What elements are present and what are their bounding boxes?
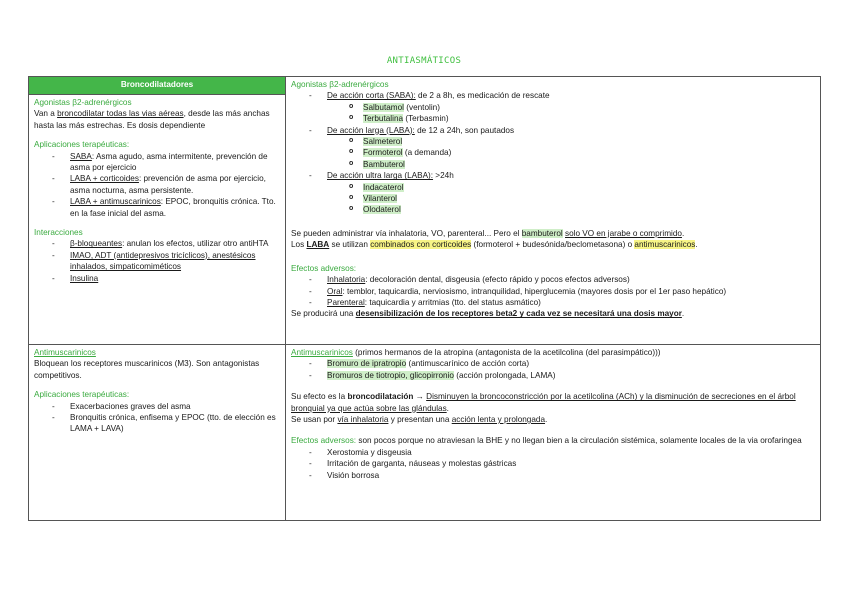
list-item: - Xerostomia y disgeusia bbox=[309, 447, 815, 458]
aplicaciones-list bbox=[34, 151, 280, 219]
antimus-app-title: Aplicaciones terapéuticas: bbox=[34, 390, 130, 400]
agonistas-desc: Van a broncodilatar todas las vias aéreas, desde las más anchas hasta las más estrechas. Es dosis dependiente bbox=[34, 109, 270, 130]
acting-groups bbox=[291, 90, 815, 215]
list-item: - β-bloqueantes: anulan los efectos, utilizar otro antiHTA bbox=[52, 238, 280, 249]
content-table bbox=[28, 76, 821, 521]
list-item: - Insulina bbox=[52, 273, 280, 284]
cell-agonistas-detail bbox=[286, 77, 821, 345]
section-title-agonistas-left: Agonistas β2-adrenérgicos bbox=[34, 98, 132, 107]
adverse-item: - Inhalatoria: decoloración dental, disgeusia (efecto rápido y pocos efectos adversos) bbox=[309, 274, 815, 285]
cell-agonistas-summary bbox=[29, 95, 286, 345]
group-ultra-laba: - De acción ultra larga (LABA): >24h o Indacaterol o Vilanterol o Olodaterol bbox=[309, 170, 815, 216]
list-item: - IMAO, ADT (antidepresivos tricíclicos), anestésicos inhalados, simpaticomiméticos bbox=[52, 250, 280, 273]
adverse-item: - Parenteral: taquicardia y arritmias (tto. del status asmático) bbox=[309, 297, 815, 308]
antimus-effect: Su efecto es la broncodilatación → Disminuyen la broncoconstricción por la acetilcolina (ACh) y la disminución de secreciones en el árbol bronquial ya que actúa sobre las glándulas. bbox=[291, 392, 796, 413]
group-laba: - De acción larga (LABA): de 12 a 24h, son pautados o Salmeterol o Formoterol (a demanda) o Bambuterol bbox=[309, 125, 815, 171]
adverse-title: Efectos adversos: bbox=[291, 263, 357, 273]
interacciones-list bbox=[34, 238, 280, 284]
list-item: - Visión borrosa bbox=[309, 470, 815, 481]
antimus-adverse-list bbox=[291, 447, 815, 481]
list-item: - LABA + antimuscarinicos: EPOC, bronquitis crónica. Tto. en la fase inicial del asma. bbox=[52, 196, 280, 219]
drug-item: - Bromuros de tiotropio, glicopirronio (acción prolongada, LAMA) bbox=[309, 370, 815, 381]
antimus-heading: Antimuscarinicos (primos hermanos de la atropina (antagonista de la acetilcolina (del parasimpático))) bbox=[291, 348, 661, 357]
list-item: - LABA + corticoides: prevención de asma por ejercicio, asma nocturna, asma persistente. bbox=[52, 173, 280, 196]
drug-item: o Terbutalina (Terbasmin) bbox=[349, 113, 815, 124]
aplicaciones-title: Aplicaciones terapéuticas: bbox=[34, 140, 130, 150]
section-title-antimus-left: Antimuscarinicos bbox=[34, 348, 96, 357]
cell-antimus-summary bbox=[29, 345, 286, 521]
adverse-list bbox=[291, 274, 815, 308]
antimus-drug-list bbox=[291, 358, 815, 381]
antimus-use: Se usan por vía inhalatoria y presentan una acción lenta y prolongada. bbox=[291, 415, 548, 425]
group-saba: - De acción corta (SABA): de 2 a 8h, es medicación de rescate o Salbutamol (ventolin) o Terbutalina (Terbasmin) bbox=[309, 90, 815, 124]
section-title-agonistas: Agonistas β2-adrenérgicos bbox=[291, 80, 389, 89]
drug-item: - Bromuro de ipratropio (antimuscarínico de acción corta) bbox=[309, 358, 815, 369]
drug-item: o Salbutamol (ventolin) bbox=[349, 102, 815, 113]
adverse-item: - Oral: temblor, taquicardia, nerviosismo, intranquilidad, hiperglucemia (mayores dosis por el 1er paso hepático) bbox=[309, 286, 815, 297]
list-item: - Irritación de garganta, náuseas y molestas gástricas bbox=[309, 458, 815, 469]
list-item: - SABA: Asma agudo, asma intermitente, prevención de asma por ejercicio bbox=[52, 151, 280, 174]
drug-item: o Vilanterol bbox=[349, 193, 815, 204]
page-title: ANTIASMÁTICOS bbox=[386, 56, 462, 66]
antimus-app-list bbox=[34, 401, 280, 435]
drug-item: o Formoterol (a demanda) bbox=[349, 147, 815, 158]
header-broncodilatadores: Broncodilatadores bbox=[29, 77, 286, 95]
drug-item: o Olodaterol bbox=[349, 204, 815, 215]
drug-item: o Indacaterol bbox=[349, 182, 815, 193]
antimus-desc: Bloquean los receptores muscarinicos (M3). Son antagonistas competitivos. bbox=[34, 359, 260, 380]
antimus-adverse: Efectos adversos: son pocos porque no atraviesan la BHE y no llegan bien a la circulación sistémica, solamente locales de la via orofaringea bbox=[291, 436, 802, 446]
admin-text-1: Se pueden administrar vía inhalatoria, VO, parenteral... Pero el bambuterol solo VO en jarabe o comprimido. bbox=[291, 228, 685, 238]
drug-item: o Bambuterol bbox=[349, 159, 815, 170]
desensitization-text: Se producirá una desensibilización de los receptores beta2 y cada vez se necesitará una dosis mayor. bbox=[291, 309, 685, 319]
list-item: - Bronquitis crónica, enfisema y EPOC (tto. de elección es LAMA + LAVA) bbox=[52, 412, 280, 435]
drug-item: o Salmeterol bbox=[349, 136, 815, 147]
cell-antimus-detail bbox=[286, 345, 821, 521]
interacciones-title: Interacciones bbox=[34, 228, 83, 238]
list-item: - Exacerbaciones graves del asma bbox=[52, 401, 280, 412]
admin-text-2: Los LABA se utilizan combinados con corticoides (formoterol + budesónida/beclometasona) o antimuscarinicos. bbox=[291, 240, 698, 250]
